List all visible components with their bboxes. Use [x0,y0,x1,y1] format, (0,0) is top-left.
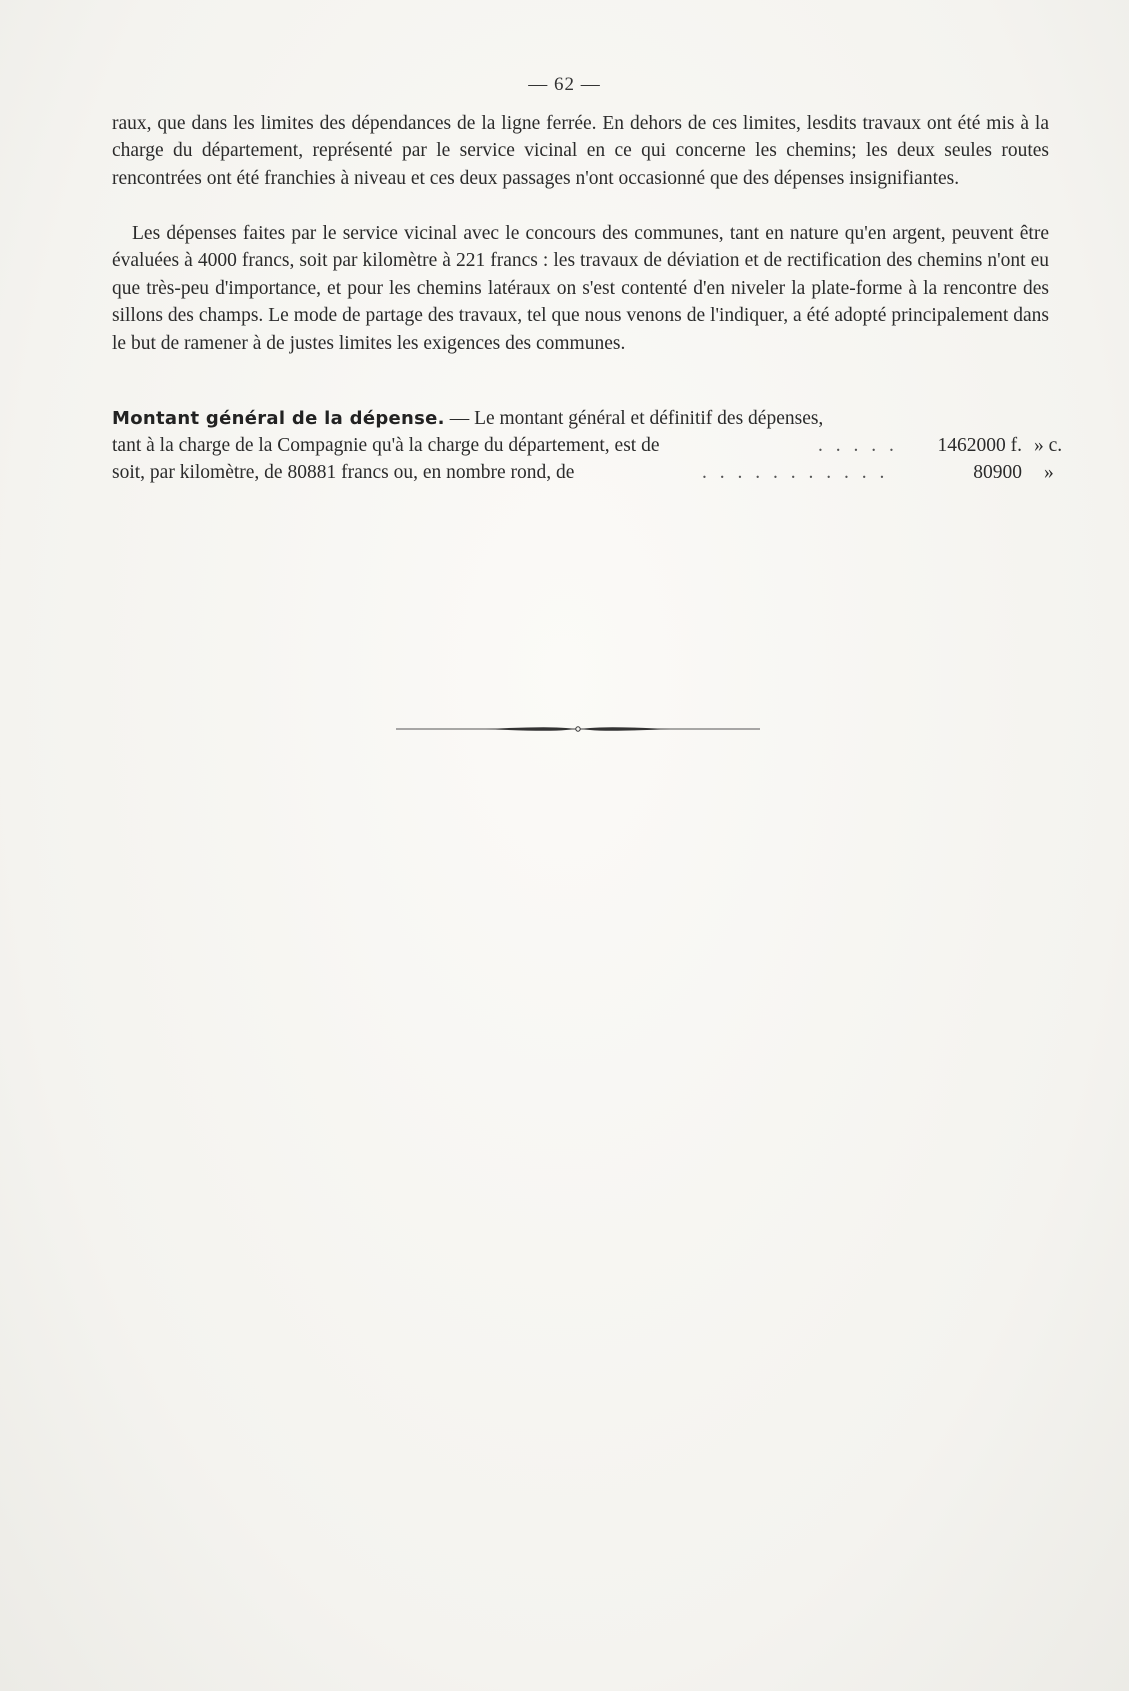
page-number: — 62 — [528,74,601,95]
paragraph-1-text: raux, que dans les limites des dépendances de la ligne ferrée. En dehors de ces limites, lesdits travaux ont été mis à la charge du département, représenté par le service vicinal en ce qui concerne les chemins; les deux seules routes rencontrées ont été franchies à niveau et ces deux passages n'ont occasionné que des dépenses insignifiantes. [112,113,1049,189]
expense-intro-line [112,405,1049,432]
total-expense-text: tant à la charge de la Compagnie qu'à la charge du département, est de [112,435,660,456]
per-km-expense-unit: » [1044,462,1054,483]
paragraph-2-text: Les dépenses faites par le service vicinal avec le concours des communes, tant en nature qu'en argent, peuvent être évaluées à 4000 francs, soit par kilomètre à 221 francs : les travaux de déviation et de rectification des chemins n'ont eu que très-peu d'importance, et pour les chemins latéraux on s'est contenté d'en niveler la plate-forme à la rencontre des sillons des champs. Le mode de partage des travaux, tel que nous venons de l'indiquer, a été adopté principalement dans le but de ramener à de justes limites les exigences des communes. [112,223,1049,354]
total-expense-leader: . . . . . [818,435,898,456]
total-expense-unit: » c. [1034,435,1063,456]
paragraph-2 [112,220,1049,357]
per-km-expense-text: soit, par kilomètre, de 80881 francs ou, en nombre rond, de [112,462,575,483]
expense-heading: Montant général de la dépense. [112,408,445,429]
per-km-expense-value: 80900 [973,462,1022,483]
expense-intro: — Le montant général et définitif des dépenses, [444,408,824,429]
expense-section [112,405,1049,432]
paragraph-1 [112,110,1049,192]
per-km-expense-leader: . . . . . . . . . . . [702,462,889,483]
total-expense-value: 1462000 f. [937,435,1022,456]
ornamental-divider [396,722,760,736]
